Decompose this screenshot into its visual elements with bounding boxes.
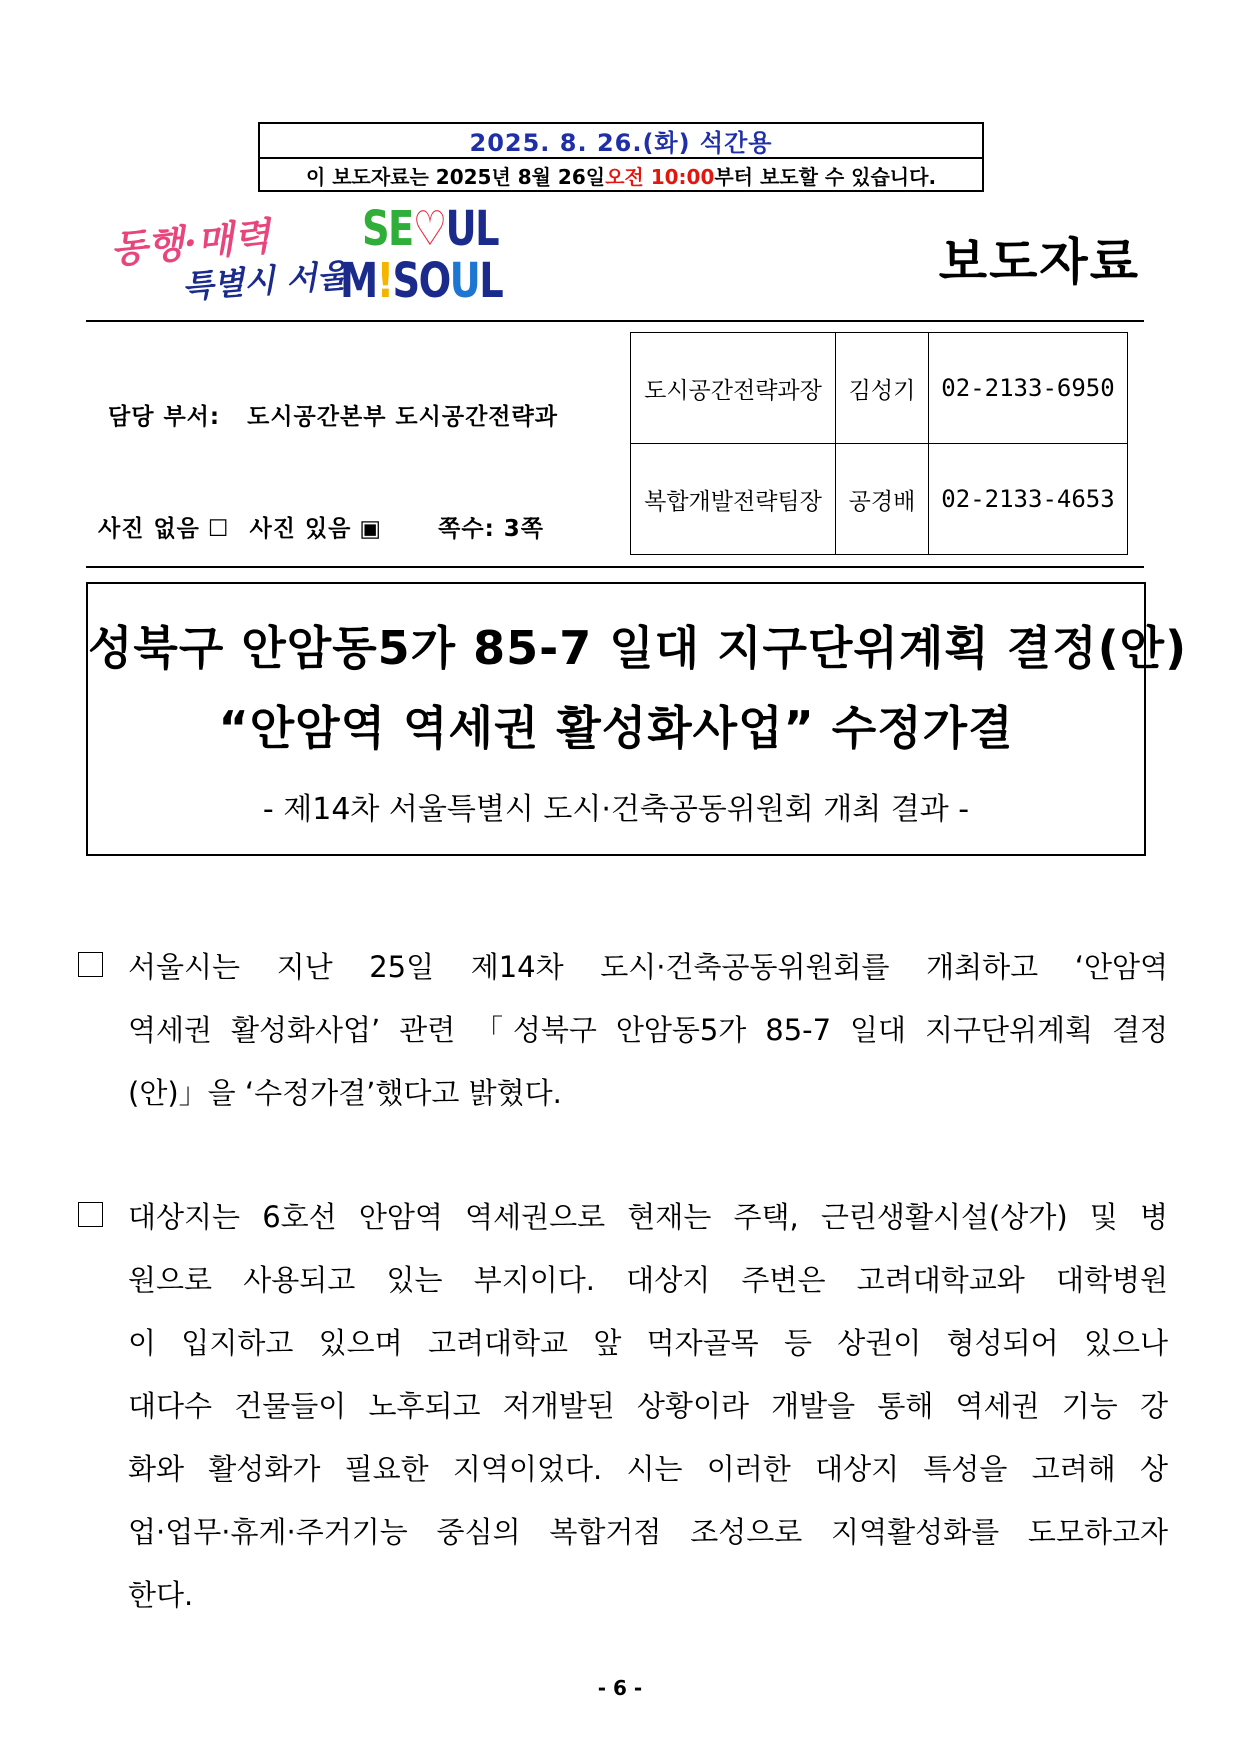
seoul-logo-m: M <box>340 253 377 309</box>
paragraph-line: 한다. <box>128 1578 194 1612</box>
paragraph-line: 역세권 활성화사업’ 관련 「성북구 안암동5가 85-7 일대 지구단위계획 결정 <box>128 1013 1168 1047</box>
divider-top <box>86 320 1144 322</box>
photo-info <box>98 510 544 543</box>
paragraph-line: 이 입지하고 있으며 고려대학교 앞 먹자골목 등 상권이 형성되어 있으나 <box>128 1326 1168 1360</box>
embargo-notice <box>260 159 982 192</box>
contacts-table <box>630 332 1128 555</box>
contact-phone: 02-2133-6950 <box>929 333 1128 444</box>
headline-title2: “안암역 역세권 활성화사업” 수정가결 <box>218 701 1014 755</box>
table-row <box>631 333 1128 444</box>
seoul-logo-row2 <box>340 253 503 309</box>
square-bullet-icon <box>78 1202 103 1227</box>
photo-none-label: 사진 없음 <box>98 516 200 542</box>
paragraph-line: 서울시는 지난 25일 제14차 도시·건축공동위원회를 개최하고 ‘안암역 <box>128 950 1168 984</box>
contact-title: 복합개발전략팀장 <box>631 444 836 555</box>
embargo-date: 2025. 8. 26.(화) 석간용 <box>260 124 982 159</box>
contact-name: 김성기 <box>836 333 929 444</box>
photo-has-label: 사진 있음 <box>249 516 352 542</box>
department-label: 담당 부서: <box>108 404 221 430</box>
heart-icon: ♡ <box>412 201 446 257</box>
headline-box <box>86 582 1188 856</box>
seoul-logo-se: SE <box>362 201 413 257</box>
paragraph-line: (안)」을 ‘수정가결’했다고 밝혔다. <box>128 1076 562 1110</box>
paragraph-line: 원으로 사용되고 있는 부지이다. 대상지 주변은 고려대학교와 대학병원 <box>128 1263 1168 1297</box>
empty-checkbox-icon: ☐ <box>207 516 230 542</box>
seoul-logo-u: U <box>449 253 480 309</box>
page-count: 쪽수: 3쪽 <box>438 516 545 542</box>
department-value: 도시공간본부 도시공간전략과 <box>247 404 558 430</box>
embargo-notice-post: 부터 보도할 수 있습니다. <box>714 165 937 189</box>
embargo-notice-time: 오전 10:00 <box>605 165 715 189</box>
seoul-logo-so: SO <box>392 253 450 309</box>
paragraph-1 <box>78 936 1168 1125</box>
headline-subtitle: - 제14차 서울특별시 도시·건축공동위원회 개최 결과 - <box>262 792 970 827</box>
seoul-my-soul-logo <box>340 201 503 309</box>
square-bullet-icon <box>78 952 103 977</box>
embargo-notice-pre: 이 보도자료는 2025년 8월 26일 <box>305 165 606 189</box>
filled-checkbox-icon: ▣ <box>359 516 383 542</box>
embargo-box <box>258 122 984 192</box>
table-row <box>631 444 1128 555</box>
divider-middle <box>86 566 1144 568</box>
paragraph-line: 업·업무·휴게·주거기능 중심의 복합거점 조성으로 지역활성화를 도모하고자 <box>128 1515 1168 1549</box>
seoul-logo-row1 <box>362 201 498 257</box>
department-info <box>108 398 558 431</box>
exclamation-icon: ! <box>376 253 393 309</box>
paragraph-line: 대다수 건물들이 노후되고 저개발된 상황이라 개발을 통해 역세권 기능 강 <box>128 1389 1168 1423</box>
document-type-label: 보도자료 <box>938 233 1140 291</box>
contact-title: 도시공간전략과장 <box>631 333 836 444</box>
seoul-logo-ul: UL <box>445 201 498 257</box>
paragraph-line: 화와 활성화가 필요한 지역이었다. 시는 이러한 대상지 특성을 고려해 상 <box>128 1452 1168 1486</box>
paragraph-line: 대상지는 6호선 안암역 역세권으로 현재는 주택, 근린생활시설(상가) 및 병 <box>128 1200 1168 1234</box>
slogan-line1: 동행·매력 <box>108 213 272 272</box>
slogan-line2: 특별시 서울 <box>181 256 349 306</box>
contact-phone: 02-2133-4653 <box>929 444 1128 555</box>
contact-name: 공경배 <box>836 444 929 555</box>
page-number: - 6 - <box>597 1676 643 1700</box>
seoul-logo-l: L <box>479 253 503 309</box>
paragraph-2 <box>78 1186 1168 1627</box>
headline-title1: 성북구 안암동5가 85-7 일대 지구단위계획 결정(안) <box>88 621 1188 675</box>
slogan-logo <box>100 212 349 306</box>
